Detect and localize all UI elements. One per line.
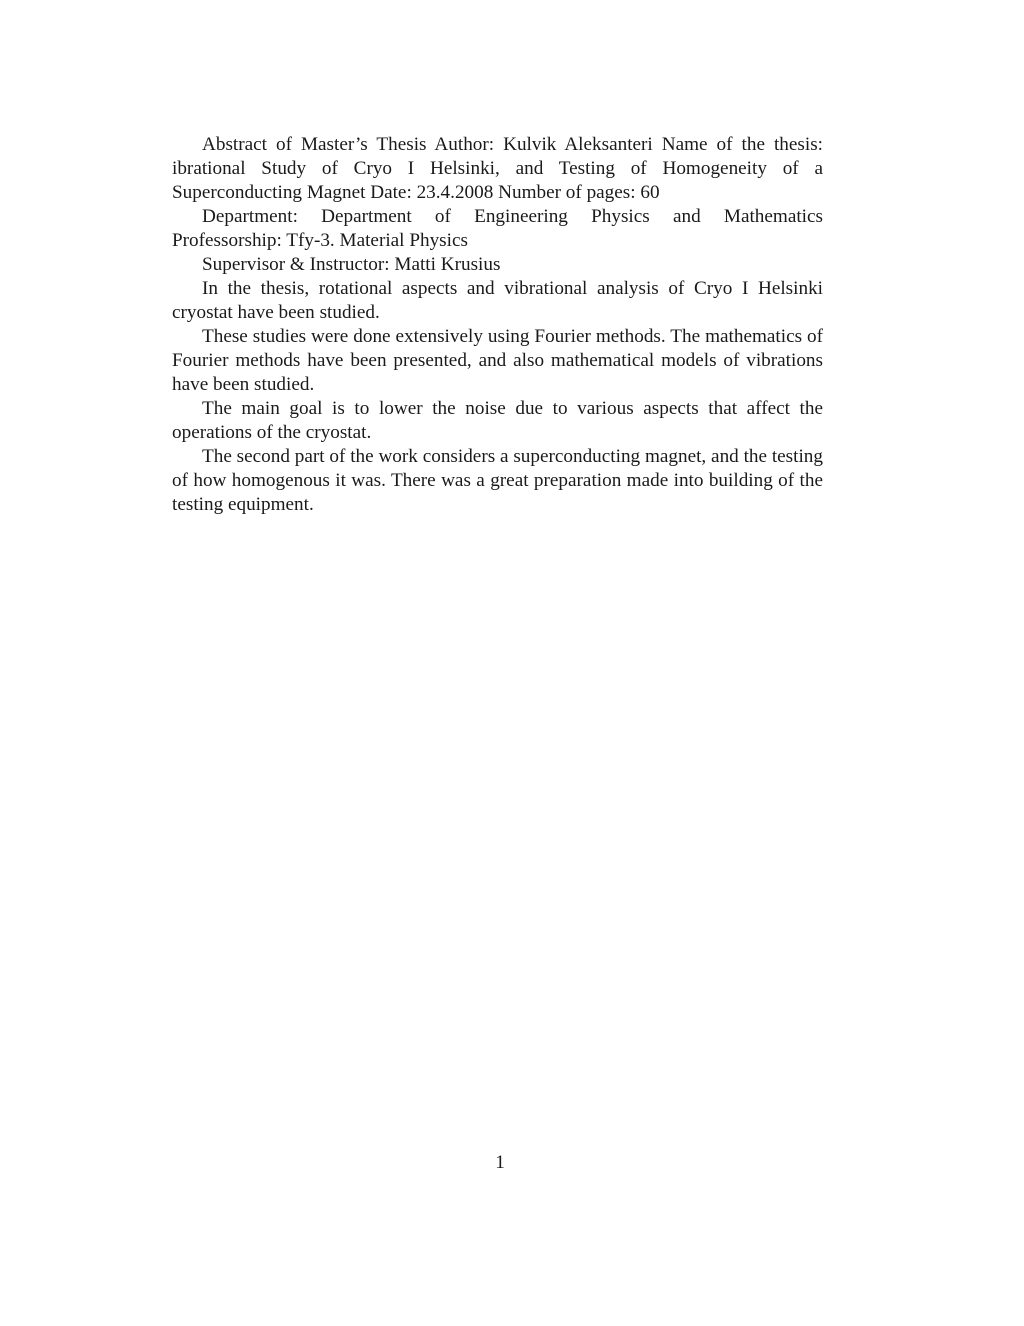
abstract-header-paragraph: Abstract of Master’s Thesis Author: Kulvik Aleksanteri Name of the thesis: ibrational Study of Cryo I Helsinki, and Testing of Homogeneity of a Superconducting Magnet Date: 23.4.2008 Number of pages: 60 [172, 134, 823, 203]
thesis-scope-paragraph: In the thesis, rotational aspects and vibrational analysis of Cryo I Helsinki cryostat have been studied. [172, 278, 823, 323]
abstract-body [172, 133, 823, 517]
magnet-testing-paragraph: The second part of the work considers a superconducting magnet, and the testing of how homogenous it was. There was a great preparation made into building of the testing equipment. [172, 446, 823, 515]
supervisor-paragraph: Supervisor & Instructor: Matti Krusius [202, 254, 501, 275]
page-number: 1 [495, 1152, 505, 1173]
main-goal-paragraph: The main goal is to lower the noise due to various aspects that affect the operations of the cryostat. [172, 398, 823, 443]
fourier-methods-paragraph: These studies were done extensively using Fourier methods. The mathematics of Fourier methods have been presented, and also mathematical models of vibrations have been studied. [172, 326, 823, 395]
department-paragraph: Department: Department of Engineering Physics and Mathematics Professorship: Tfy-3. Material Physics [172, 206, 823, 251]
